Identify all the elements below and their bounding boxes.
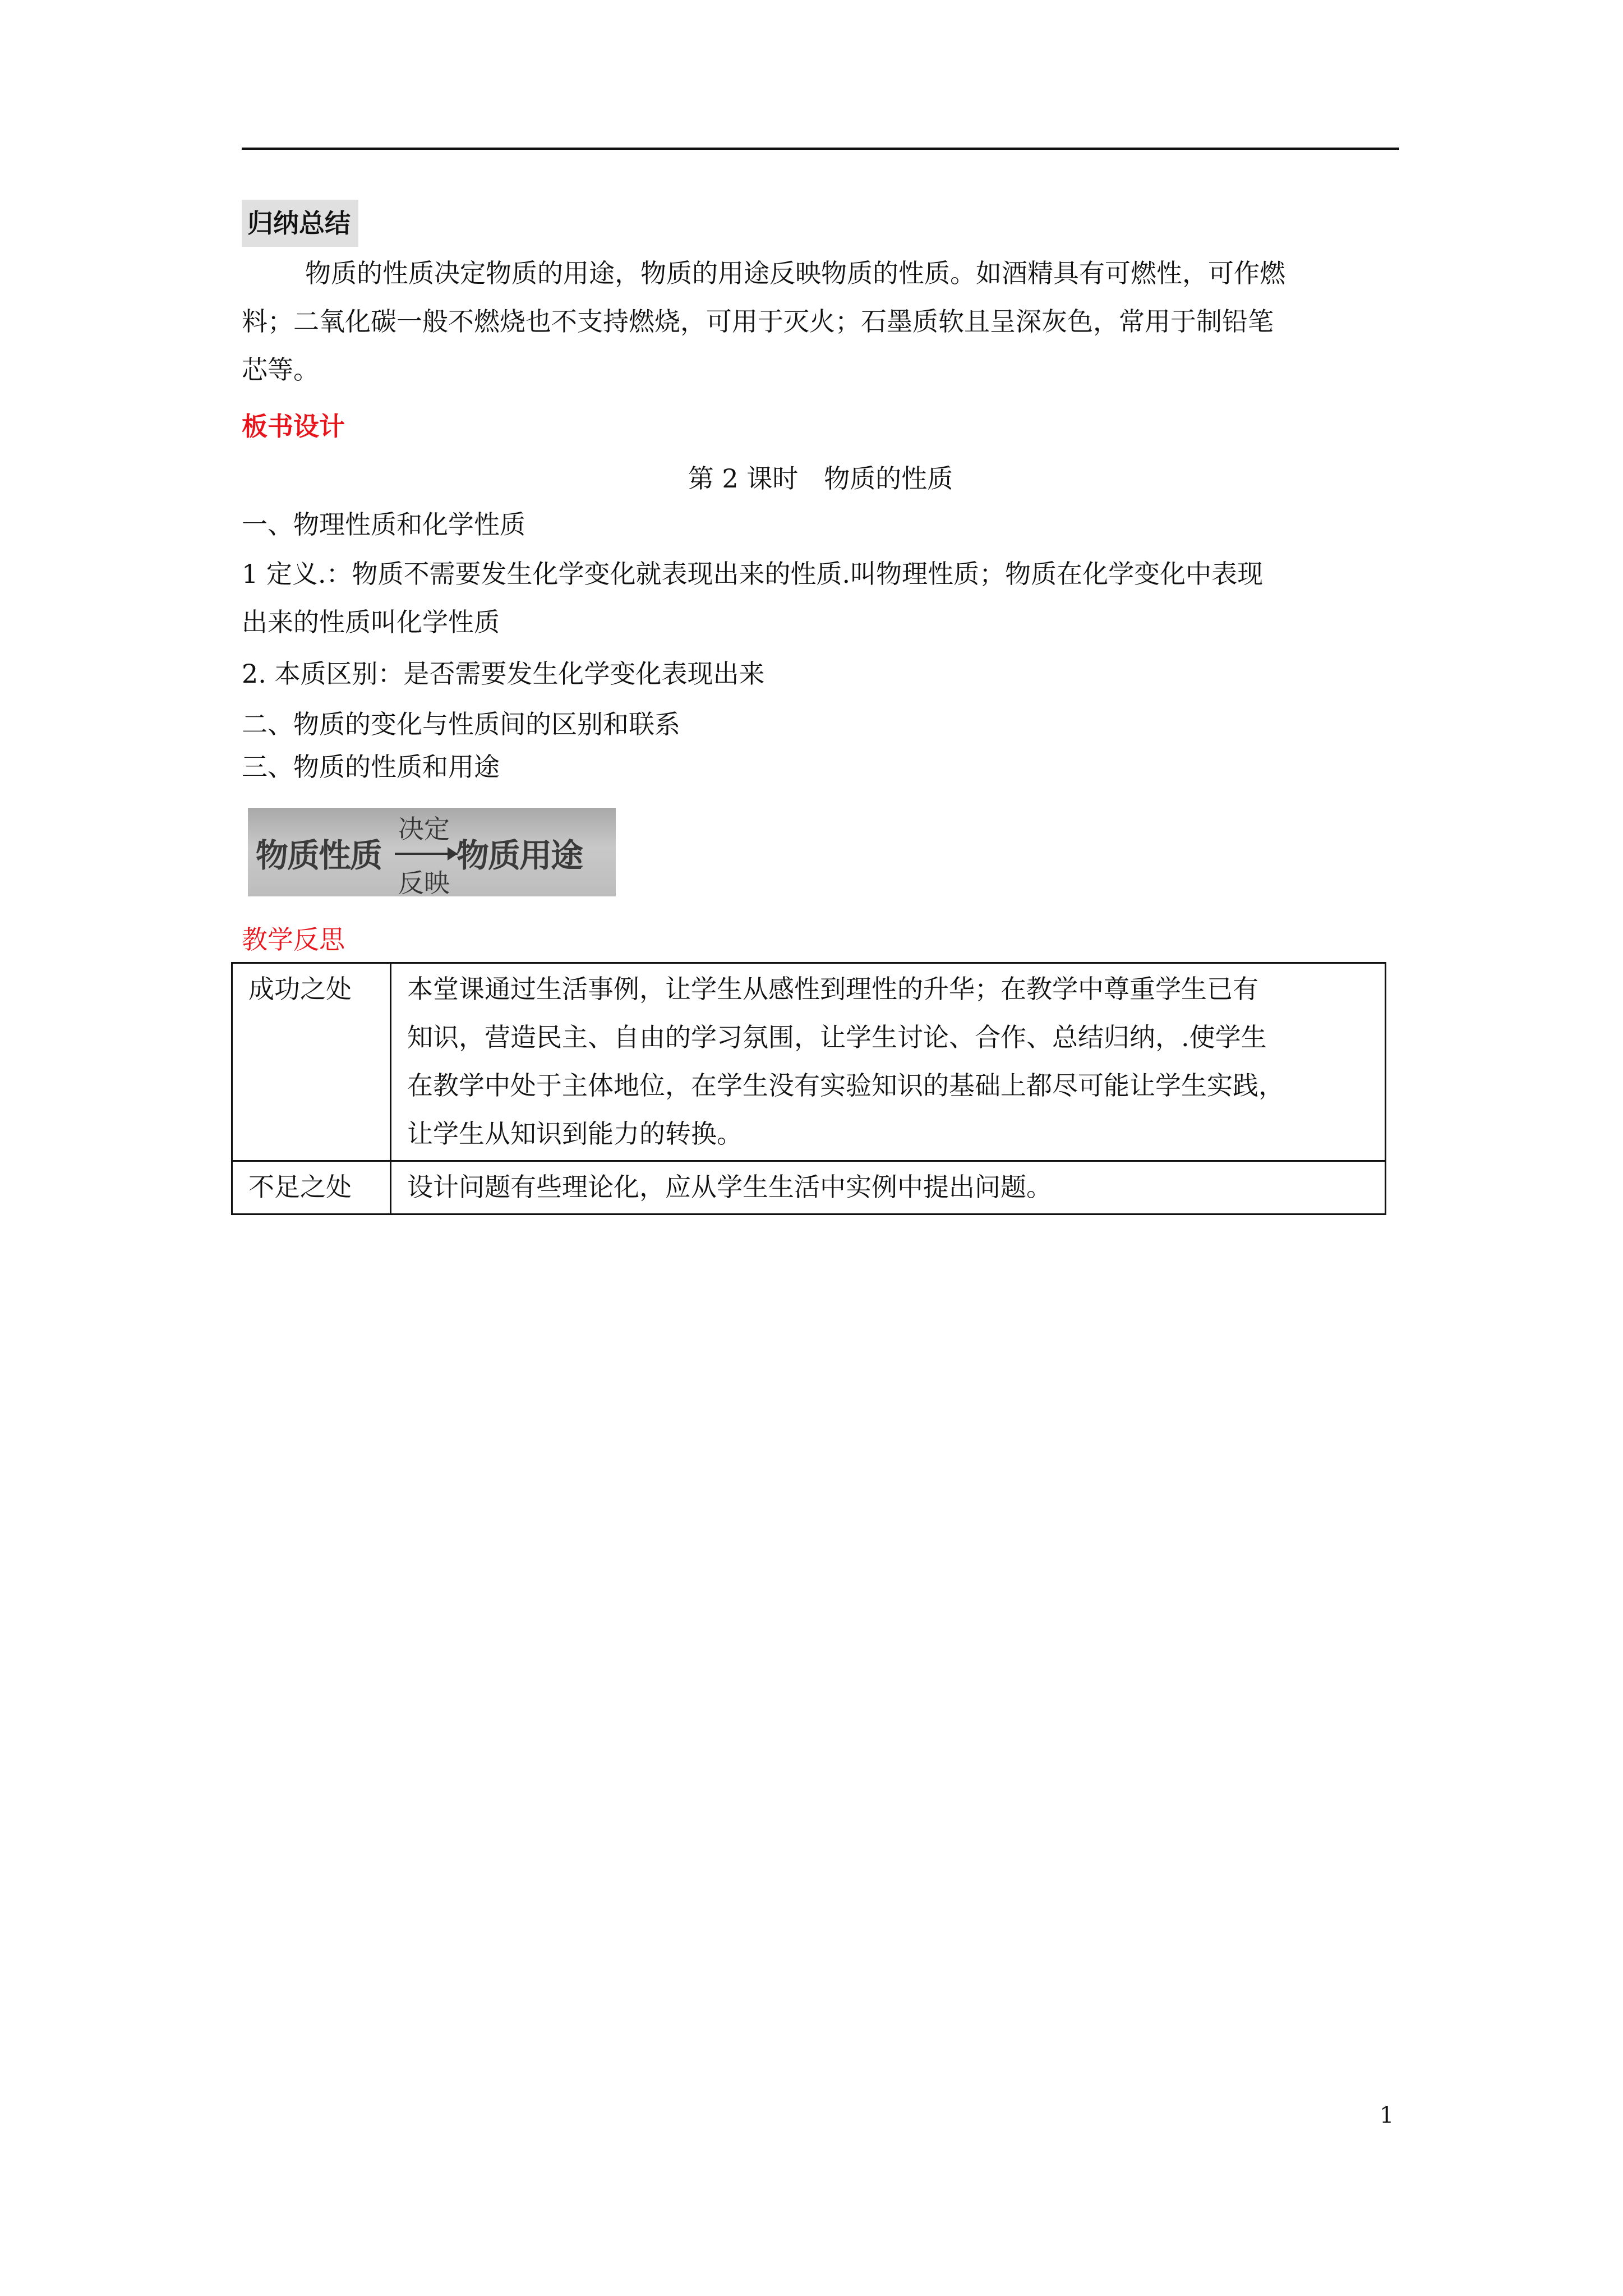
definition-line-1: 1 定义.：物质不需要发生化学变化就表现出来的性质.叫物理性质；物质在化学变化中表现 xyxy=(242,559,1264,589)
diagram-left-text: 物质性质 xyxy=(256,836,382,875)
property-use-diagram xyxy=(248,808,616,896)
header-rule xyxy=(242,148,1399,150)
reflection-heading: 教学反思 xyxy=(242,924,345,955)
summary-line-2: 料；二氧化碳一般不燃烧也不支持燃烧，可用于灭火；石墨质软且呈深灰色，常用于制铅笔 xyxy=(242,306,1274,337)
diagram-arrow-top-text: 决定 xyxy=(398,814,450,844)
board-heading: 板书设计 xyxy=(242,411,345,441)
board-item-1: 一、物理性质和化学性质 xyxy=(242,509,525,540)
summary-line-1: 物质的性质决定物质的用途，物质的用途反映物质的性质。如酒精具有可燃性，可作燃 xyxy=(305,258,1285,288)
essential-difference: 2. 本质区别：是否需要发生化学变化表现出来 xyxy=(242,659,765,689)
row-content-success xyxy=(391,963,1386,1161)
success-line-3: 在教学中处于主体地位，在学生没有实验知识的基础上都尽可能让学生实践， xyxy=(407,1070,1284,1101)
row-label-shortcoming: 不足之处 xyxy=(232,1161,391,1214)
table-row xyxy=(232,963,1386,1161)
diagram-right-text: 物质用途 xyxy=(457,836,583,875)
row-label-success: 成功之处 xyxy=(232,963,391,1161)
board-title: 第 2 课时 物质的性质 xyxy=(688,463,953,494)
shortcoming-line-1: 设计问题有些理论化，应从学生生活中实例中提出问题。 xyxy=(407,1172,1052,1202)
summary-line-3: 芯等。 xyxy=(242,355,319,385)
table-row xyxy=(232,1161,1386,1214)
diagram-arrow-bottom-text: 反映 xyxy=(398,868,450,898)
success-line-4: 让学生从知识到能力的转换。 xyxy=(407,1119,743,1149)
board-item-2: 二、物质的变化与性质间的区别和联系 xyxy=(242,709,680,739)
success-line-2: 知识，营造民主、自由的学习氛围，让学生讨论、合作、总结归纳，.使学生 xyxy=(407,1022,1267,1052)
summary-heading: 归纳总结 xyxy=(242,200,358,247)
reflection-table xyxy=(231,962,1386,1215)
row-content-shortcoming xyxy=(391,1161,1386,1214)
definition-line-2: 出来的性质叫化学性质 xyxy=(242,607,500,637)
page-number: 1 xyxy=(1380,2102,1394,2128)
success-line-1: 本堂课通过生活事例，让学生从感性到理性的升华；在教学中尊重学生已有 xyxy=(407,974,1258,1004)
board-item-3: 三、物质的性质和用途 xyxy=(242,752,500,782)
